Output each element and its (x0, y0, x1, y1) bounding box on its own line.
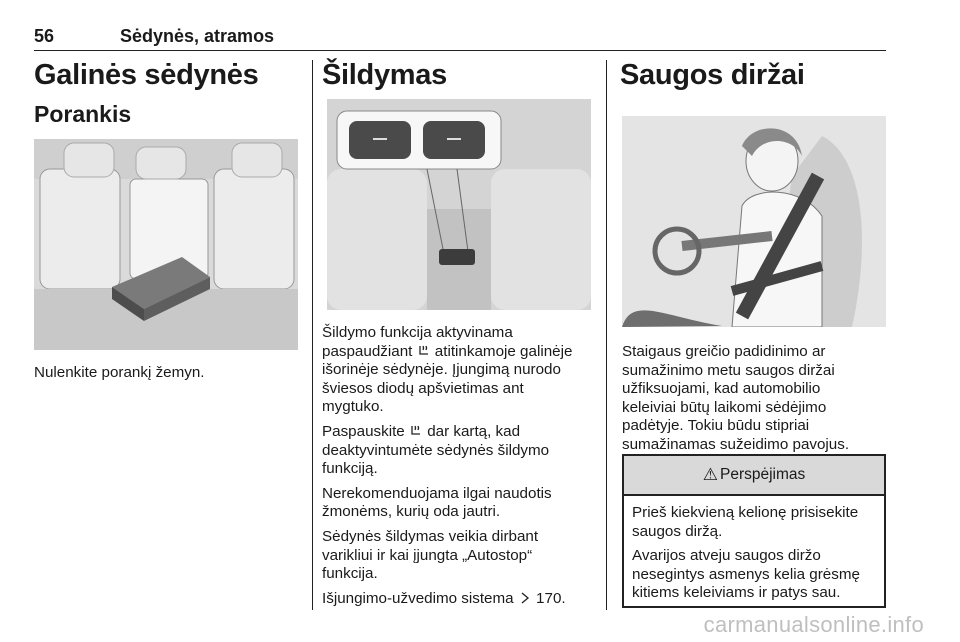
page-reference-arrow-icon (518, 591, 532, 605)
section-heading: Saugos diržai (620, 59, 805, 91)
paragraph: Sėdynės šildymas veikia dirbant varikliui ir kai įjungta „Autostop“ funkcija. (322, 527, 539, 583)
column-seat-belts (620, 58, 886, 92)
warning-body (624, 496, 884, 603)
page-reference[interactable]: Išjungimo-užvedimo sistema 170. (322, 589, 566, 607)
seat-heating-image (327, 99, 591, 310)
subsection-heading: Porankis (34, 101, 132, 127)
warning-box (622, 454, 886, 608)
paragraph: Avarijos atveju saugos diržo nesegintys asmenys kelia grėsmę kitiems keleiviams ir patys sau. (632, 547, 860, 602)
page-number: 56 (34, 26, 55, 46)
column-divider (312, 60, 313, 610)
watermark: carmanualsonline.info (703, 612, 924, 637)
paragraph: Nerekomenduojama ilgai naudotis žmonėms, kurių oda jautri. (322, 484, 552, 521)
paragraph: Staigaus greičio padidinimo ar sumažinimo metu saugos diržai užfiksuojami, kad automobilio keleiviai būtų laikomi sėdėjimo padėtyje. Tokiu būdu stipriai sumažinamas sužeidimo pavojus. (622, 343, 850, 453)
heating-text (322, 324, 598, 608)
seat-heat-icon (409, 424, 423, 438)
column-divider (606, 60, 607, 610)
page-header (34, 22, 886, 48)
section-heading: Šildymas (322, 59, 447, 91)
armrest-illustration (34, 139, 298, 350)
column-rear-seats (34, 58, 302, 128)
column-heating (322, 58, 598, 92)
seat-heat-icon (417, 344, 431, 358)
armrest-image (34, 139, 298, 350)
seat-belt-image (622, 116, 886, 327)
paragraph: Paspauskite dar kartą, kad deaktyvintumėte sėdynės šildymo funkciją. (322, 422, 550, 478)
section-heading: Galinės sėdynės (34, 59, 259, 91)
paragraph: Prieš kiekvieną kelionę prisisekite saugos diržą. (632, 504, 859, 540)
warning-title: Perspėjimas (719, 466, 806, 483)
seat-belt-text (622, 343, 888, 455)
paragraph: Šildymo funkcija aktyvinama paspaudžiant atitinkamoje galinėje išorinėje sėdynėje. Įjungimą nurodo šviesos diodų apšvietimas ant mygtuko. (322, 324, 573, 416)
header-rule (34, 50, 886, 51)
warning-header (624, 456, 884, 496)
section-title: Sėdynės, atramos (120, 26, 275, 46)
armrest-caption: Nulenkite porankį žemyn. (34, 364, 205, 381)
seat-belt-illustration (622, 116, 886, 327)
warning-triangle-icon: ⚠ (702, 465, 718, 484)
seat-heating-illustration (327, 99, 591, 310)
